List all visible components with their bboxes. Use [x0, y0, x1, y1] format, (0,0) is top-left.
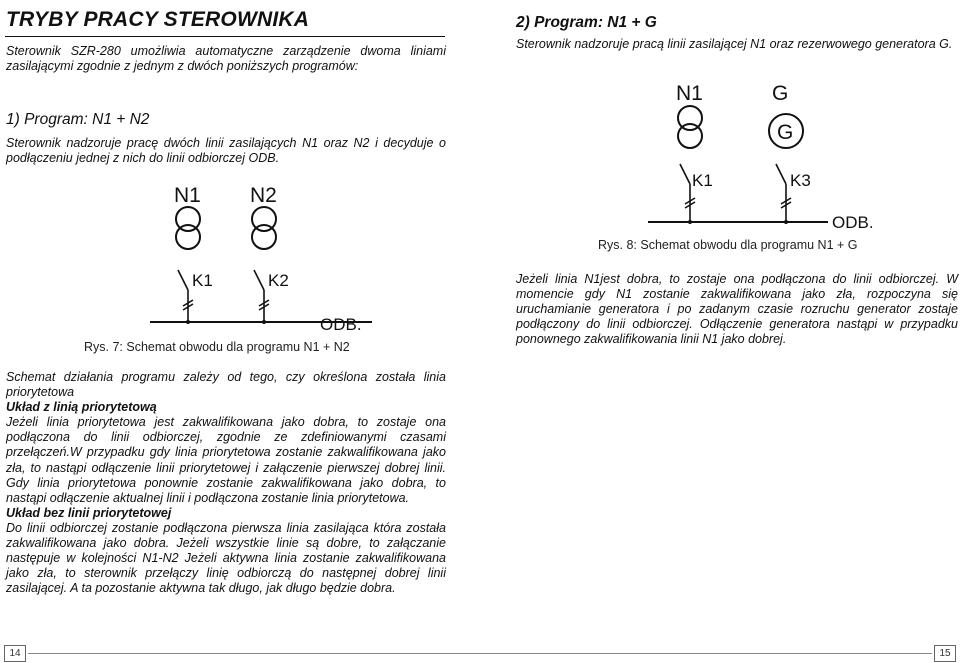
program1-heading: 1) Program: N1 + N2 [6, 111, 150, 128]
page-title: TRYBY PRACY STEROWNIKA [6, 8, 310, 31]
page-number-right: 15 [934, 645, 956, 662]
label-n1: N1 [174, 184, 201, 207]
intro-paragraph: Sterownik SZR-280 umożliwia automatyczne zarządzenie dwoma liniami zasilającymi zgodnie z jednym z dwóch poniższych programów: [6, 44, 446, 73]
no-priority-heading: Układ bez linii priorytetowej [6, 505, 172, 520]
label-k3: K3 [790, 171, 811, 190]
figure-7-caption: Rys. 7: Schemat obwodu dla programu N1 + N2 [84, 340, 350, 354]
generator-symbol: G [777, 121, 794, 144]
schema-text-block [6, 370, 446, 596]
label-odb: ODB. [832, 213, 874, 232]
program2-description: Sterownik nadzoruje pracą linii zasilającej N1 oraz rezerwowego generatora G. [516, 37, 953, 51]
page-footer [0, 645, 960, 663]
program2-explanation: Jeżeli linia N1jest dobra, to zostaje ona podłączona do linii odbiorczej. W momencie gdy N1 zostanie zakwalifikowana jako zła, rozpoczyna się uruchamianie generatora i po zadanym czasie rozruchu generator zostaje podłączony do linii odbiorczej. Odłączenie generatora nastąpi w przypadku ponownego zakwalifikowania linii N1 jako dobrej. [516, 272, 958, 346]
program1-description: Sterownik nadzoruje pracę dwóch linii zasilających N1 oraz N2 i decyduje o podłączeniu jednej z nich do linii odbiorczej ODB. [6, 136, 446, 165]
transformer-n2-secondary-icon [252, 225, 276, 249]
label-g: G [772, 82, 789, 105]
switch-k1-icon [178, 270, 193, 322]
program2-heading: 2) Program: N1 + G [516, 14, 657, 31]
label-k2: K2 [268, 271, 289, 290]
page-number-left: 14 [4, 645, 26, 662]
footer-divider [28, 653, 932, 654]
schema-intro: Schemat działania programu zależy od tego, czy określona została linia priorytetowa [6, 370, 446, 400]
switch-k3-icon [776, 164, 791, 222]
figure-8-caption: Rys. 8: Schemat obwodu dla programu N1 + G [598, 238, 858, 252]
priority-heading: Układ z linią priorytetową [6, 400, 157, 415]
no-priority-text: Do linii odbiorczej zostanie podłączona pierwsza linia zasilająca która została zakwalifikowana jako dobra. Jeżeli wszystkie linie są dobre, to załączanie następuje w kolejności N1-N2 Jeżeli aktywna linia zostanie zakwalifikowana jako zła, to sterownik przełączy linię odbiorczą do następnej dobrej linii zasilającej. A ta pozostanie aktywna tak długo, jak długo będzie dobra. [6, 520, 446, 596]
priority-text: Jeżeli linia priorytetowa jest zakwalifikowana jako dobra, to zostaje ona podłączona do linii odbiorczej, zgodnie ze zdefiniowanymi czasami przełączeń.W przypadku gdy linia priorytetowa zostanie zakwalifikowana jako zła, to nastąpi odłączenie linii priorytetowej i załączenie pierwszej dobrej linii. Gdy linia priorytetowa ponownie zostanie zakwalifikowana jako dobra, to nastąpi odłączenie aktualnej linii i podłączona zostanie linia priorytetowa. [6, 415, 446, 505]
program1-diagram [150, 172, 390, 334]
switch-k2-icon [254, 270, 269, 322]
transformer-n1-secondary-icon [176, 225, 200, 249]
label-n1-g: N1 [676, 82, 703, 105]
transformer-n1-secondary-icon [678, 124, 702, 148]
label-odb: ODB. [320, 315, 362, 334]
label-k1: K1 [692, 171, 713, 190]
label-k1: K1 [192, 271, 213, 290]
label-n2: N2 [250, 184, 277, 207]
title-underline [5, 36, 445, 37]
program2-diagram [648, 76, 888, 234]
